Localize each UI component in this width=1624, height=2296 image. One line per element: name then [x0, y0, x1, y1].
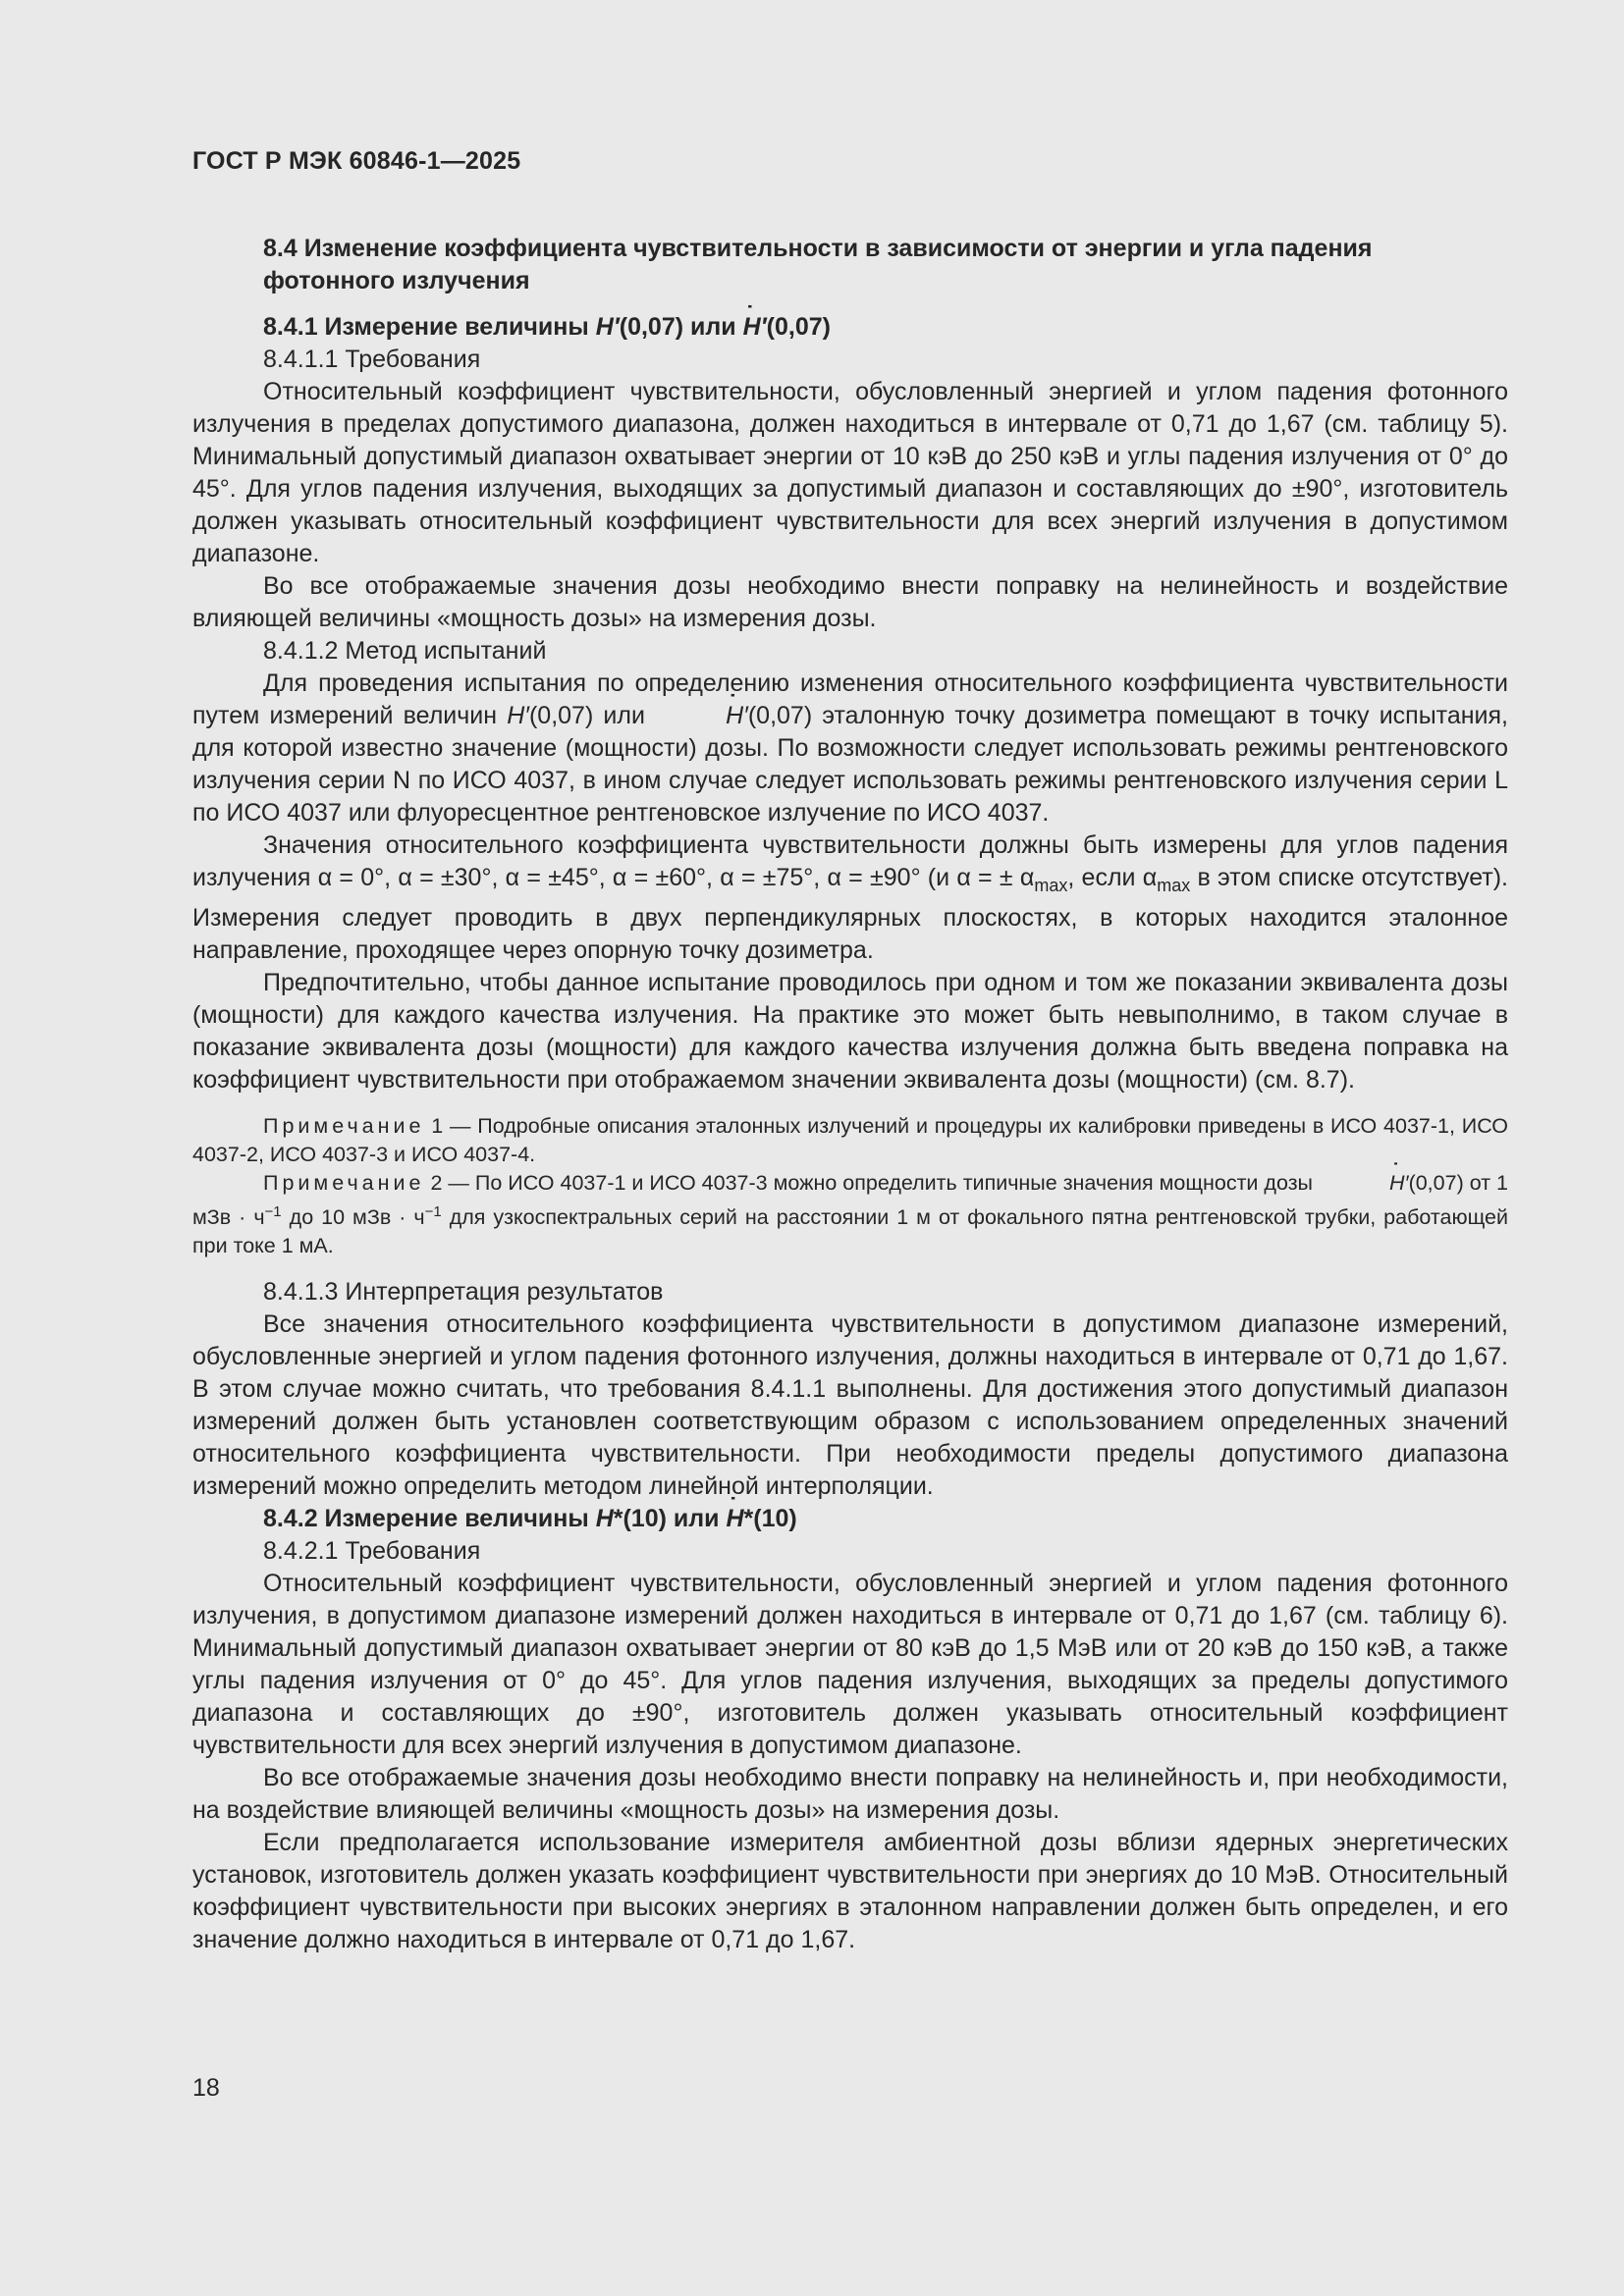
page-number: 18	[192, 2074, 220, 2102]
var-h-prime: H′	[507, 702, 529, 729]
note-label: Примечание	[263, 1171, 425, 1195]
section-8-4-2-1-title: 8.4.2.1 Требования	[263, 1537, 481, 1566]
section-8-4-1-1-title: 8.4.1.1 Требования	[263, 346, 481, 373]
var-h-prime-dot: ˙ H′	[1319, 1169, 1409, 1198]
paragraph: Все значения относительного коэффициента чувствительности в допустимом диапазоне измерений, обусловленные энергией и углом падения фотонного излучения, должны находиться в интервале от 0,71 до 1,67. В этом случае можно считать, что требования 8.4.1.1 выполнены. Для достижения этого допустимый диапазон измерений должен быть установлен соответствующим образом с использованием определенных значений относительного коэффициента чувствительности. При необходимости пределы допустимого диапазона измерений можно определить методом линейной интерполяции.	[192, 1310, 1508, 1501]
section-8-4-1-title: 8.4.1 Измерение величины H′(0,07) или ˙ H′(0,07)	[192, 311, 1508, 344]
var-h-prime-dot: ˙ H′	[655, 700, 748, 732]
paragraph: Во все отображаемые значения дозы необходимо внести поправку на нелинейность и воздействие влияющей величины «мощность дозы» на измерения дозы.	[192, 572, 1508, 632]
section-8-4-1-3-title: 8.4.1.3 Интерпретация результатов	[263, 1278, 664, 1307]
paragraph: Если предполагается использование измерителя амбиентной дозы вблизи ядерных энергетических установок, изготовитель должен указать коэффициент чувствительности при энергиях до 10 МэВ. Относительный коэффициент чувствительности при высоких энергиях в эталонном направлении должен быть определен, и его значение должно находиться в интервале от 0,71 до 1,67.	[192, 1829, 1508, 1954]
paragraph: Значения относительного коэффициента чувствительности должны быть измерены для углов падения излучения α = 0°, α = ±30°, α = ±45°, α = ±60°, α = ±75°, α = ±90° (и α = ± $\alpha_{max}$, если $\alpha_{max}$ в этом списке отсутствует). Измерения следует проводить в двух перпендикулярных плоскостях, в которых находится эталонное направление, проходящее через опорную точку дозиметра.	[192, 831, 1509, 964]
notes-block	[192, 1112, 1508, 1260]
document-header: ГОСТ Р МЭК 60846-1—2025	[192, 147, 521, 175]
paragraph: Относительный коэффициент чувствительности, обусловленный энергией и углом падения фотонного излучения, в допустимом диапазоне измерений должен находиться в интервале от 0,71 до 1,67 (см. таблицу 6). Минимальный допустимый диапазон охватывает энергии от 80 кэВ до 1,5 МэВ или от 20 кэВ до 150 кэВ, а также углы падения излучения от 0° до 45°. Для углов падения излучения, выходящих за пределы допустимого диапазона и составляющих до ±90°, изготовитель должен указывать относительный коэффициент чувствительности для всех энергий излучения в допустимом диапазоне.	[192, 1570, 1508, 1760]
paragraph: Во все отображаемые значения дозы необходимо внести поправку на нелинейность и, при необходимости, на воздействие влияющей величины «мощность дозы» на измерения дозы.	[192, 1764, 1508, 1825]
var-h-star-dot: ˙ H	[726, 1503, 743, 1535]
paragraph: Предпочтительно, чтобы данное испытание проводилось при одном и том же показании эквивалента дозы (мощности) для каждого качества излучения. На практике это может быть невыполнимо, в таком случае в показание эквивалента дозы (мощности) для каждого качества излучения должна быть введена поправка на коэффициент чувствительности при отображаемом значении эквивалента дозы (мощности) (см. 8.7).	[192, 969, 1508, 1094]
note-1: Примечание 1 — Подробные описания эталонных излучений и процедуры их калибровки приведены в ИСО 4037-1, ИСО 4037-2, ИСО 4037-3 и ИСО 4037-4.	[192, 1114, 1508, 1166]
var-h-prime: H′	[595, 313, 620, 341]
section-8-4-title: 8.4 Изменение коэффициента чувствительности в зависимости от энергии и угла падения фотонного излучения	[263, 235, 1373, 294]
section-8-4-1-2-title: 8.4.1.2 Метод испытаний	[263, 637, 547, 665]
paragraph: Для проведения испытания по определению изменения относительного коэффициента чувствительности путем измерений величин H′(0,07) или ˙ H′(0,07) эталонную точку дозиметра помещают в точку испытания, для которой известно значение (мощности) дозы. По возможности следует использовать режимы рентгеновского излучения серии N по ИСО 4037, в ином случае следует использовать режимы рентгеновского излучения серии L по ИСО 4037 или флуоресцентное рентгеновское излучение по ИСО 4037.	[192, 667, 1508, 829]
document-page	[192, 147, 1508, 1956]
paragraph: Относительный коэффициент чувствительности, обусловленный энергией и углом падения фотонного излучения в пределах допустимого диапазона, должен находиться в интервале от 0,71 до 1,67 (см. таблицу 5). Минимальный допустимый диапазон охватывает энергии от 10 кэВ до 250 кэВ и углы падения излучения от 0° до 45°. Для углов падения излучения, выходящих за допустимый диапазон и составляющих до ±90°, изготовитель должен указывать относительный коэффициент чувствительности для всех энергий излучения в допустимом диапазоне.	[192, 378, 1508, 567]
note-label: Примечание	[263, 1114, 425, 1138]
note-2: Примечание 2 — По ИСО 4037-1 и ИСО 4037-3 можно определить типичные значения мощности дозы ˙ H′(0,07) от 1 мЗв · $ч^{-1}$ до 10 мЗв · $ч^{-1}$ для узкоспектральных серий на расстоянии 1 м от фокального пятна рентгеновской трубки, работающей при токе 1 мА.	[192, 1169, 1508, 1260]
var-h-prime-dot: ˙ H′	[743, 311, 767, 344]
section-8-4-2-title: 8.4.2 Измерение величины H*(10) или ˙ H*(10)	[192, 1503, 1508, 1535]
var-h-star: H	[595, 1505, 614, 1533]
